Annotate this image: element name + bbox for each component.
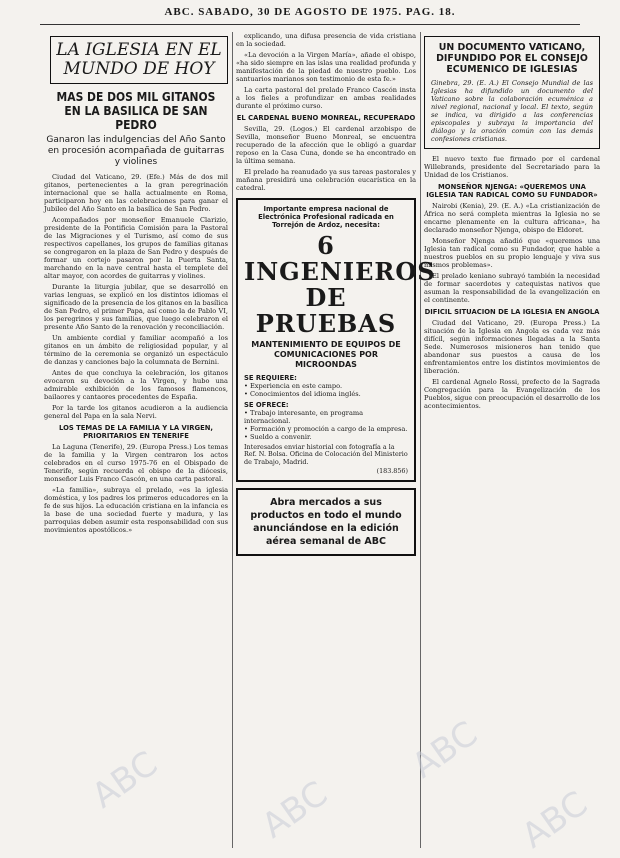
paragraph: La Laguna (Tenerife), 29. (Europa Press.) Los temas de la familia y la Virgen centraron los actos celebrados en el curso 1975-76 en el Obispado de Tenerife, según recuerda el obispo de la diócesis, monseñor Luis Franco Cascón, en una carta pastoral. bbox=[44, 443, 228, 483]
column-left bbox=[44, 32, 228, 848]
watermark-text: ABC bbox=[514, 783, 595, 857]
paragraph: El prelado ha reanudado ya sus tareas pastorales y mañana presidirá una celebración eucarística en la catedral. bbox=[236, 168, 416, 192]
paragraph: Antes de que concluya la celebración, los gitanos evocaron su devoción a la Virgen, y hubo una admirable exhibición de los famosos flamencos, bailaores y cantaores procedentes de España. bbox=[44, 369, 228, 401]
column-divider bbox=[420, 32, 421, 848]
paragraph: Monseñor Njenga añadió que «queremos una Iglesia tan radical como su Fundador, que hable a nuestros pueblos en su propio lenguaje y viva sus mismos problemas». bbox=[424, 237, 600, 269]
paragraph: Acompañados por monseñor Emanuele Clarizio, presidente de la Pontificia Comisión para la Pastoral de las Migraciones y el Turismo, así como de sus respectivos capellanes, los grupos de familias gitanas se congregaron en la plaza de San Pedro y después de formar un cortejo pasaron por la Puerta Santa, marchando en la nave central hasta el templete del altar mayor, con acordes de guitarras y violines. bbox=[44, 216, 228, 280]
ad-intro: Importante empresa nacional de Electrónica Profesional radicada en Torrejón de Ardoz, necesita: bbox=[258, 205, 394, 230]
job-advertisement bbox=[236, 198, 436, 482]
watermark-text: ABC bbox=[84, 743, 165, 817]
article-angola-body bbox=[424, 319, 600, 410]
header-rule bbox=[40, 24, 580, 25]
subhead-angola: DIFICIL SITUACION DE LA IGLESIA EN ANGOLA bbox=[424, 308, 600, 316]
subheadline-gitanos: Ganaron las indulgencias del Año Santo en procesión acompañada de guitarras y violines bbox=[46, 135, 226, 167]
paragraph: «La familia», subraya el prelado, «es la iglesia doméstica, y los padres los primeros educadores en la fe de sus hijos. La educación cristiana en la infancia es la base de una sociedad fuerte y madura, y las parroquias deben asumir esta responsabilidad con sus movimientos apostólicos.» bbox=[44, 486, 228, 534]
ad-requirement: • Conocimientos del idioma inglés. bbox=[244, 389, 361, 398]
column-middle bbox=[236, 32, 436, 848]
ad-offer: • Sueldo a convenir. bbox=[244, 432, 312, 441]
paragraph: El prelado keniano subrayó también la necesidad de formar sacerdotes y catequistas nativos que asuman la responsabilidad de la evangelización en el continente. bbox=[424, 272, 600, 304]
ad-subheadline: MANTENIMIENTO DE EQUIPOS DE COMUNICACIONES POR MICROONDAS bbox=[251, 339, 401, 369]
vatican-body: Ginebra, 29. (E. A.) El Consejo Mundial de las Iglesias ha difundido un documento del Vaticano sobre la colaboración ecuménica a nivel regional, nacional y local. El texto, según se indica, va dirigido a las conferencias episcopales y subraya la importancia del diálogo y la oración común con las demás confesiones cristianas. bbox=[431, 79, 593, 143]
vatican-headline: UN DOCUMENTO VATICANO, DIFUNDIDO POR EL CONSEJO ECUMENICO DE IGLESIAS bbox=[436, 42, 588, 75]
page-header: ABC. SABADO, 30 DE AGOSTO DE 1975. PAG. 18. bbox=[164, 6, 456, 18]
paragraph: Por la tarde los gitanos acudieron a la audiencia general del Papa en la sala Nervi. bbox=[44, 404, 228, 420]
headline-gitanos: MAS DE DOS MIL GITANOS EN LA BASILICA DE SAN PEDRO bbox=[56, 89, 216, 132]
vatican-document-box bbox=[424, 36, 600, 149]
column-divider bbox=[232, 32, 233, 848]
ad-offer: • Trabajo interesante, en programa internacional. bbox=[244, 408, 364, 425]
ad-headline: 6 INGENIEROS DE PRUEBAS bbox=[244, 230, 436, 338]
column-right bbox=[424, 32, 600, 848]
abc-promo-ad: Abra mercados a sus productos en todo el mundo anunciándose en la edición aérea semanal de ABC bbox=[236, 488, 416, 556]
paragraph: Un ambiente cordial y familiar acompañó a los gitanos en un ámbito de religiosidad popular, y al término de la ceremonia se organizó un espectáculo de danzas y canciones bajo la columnata de Bernini. bbox=[44, 334, 228, 366]
paragraph: Ciudad del Vaticano, 29. (Europa Press.) La situación de la Iglesia en Angola es cada vez más difícil, según informaciones llegadas a la Santa Sede. Numerosos misioneros han tenido que abandonar sus puestos a causa de los enfrentamientos entre los distintos movimientos de liberación. bbox=[424, 319, 600, 375]
article-tenerife-body bbox=[44, 443, 228, 534]
paragraph: El cardenal Agnelo Rossi, prefecto de la Sagrada Congregación para la Evangelización de los Pueblos, sigue con preocupación el desarrollo de los acontecimientos. bbox=[424, 378, 600, 410]
subhead-cardenal: EL CARDENAL BUENO MONREAL, RECUPERADO bbox=[236, 114, 416, 122]
ad-code: (183.856) bbox=[376, 467, 408, 475]
paragraph: La carta pastoral del prelado Franco Cascón insta a los fieles a profundizar en ambas realidades durante el próximo curso. bbox=[236, 86, 416, 110]
subhead-njenga: MONSEÑOR NJENGA: «QUEREMOS UNA IGLESIA TAN RADICAL COMO SU FUNDADOR» bbox=[426, 183, 598, 199]
paragraph: explicando, una difusa presencia de vida cristiana en la sociedad. bbox=[236, 32, 416, 48]
article-gitanos-body bbox=[44, 173, 228, 420]
paragraph: Nairobi (Kenia), 29. (E. A.) «La cristianización de África no será completa mientras la Iglesia no se encarne plenamente en la cultura africana», ha declarado monseñor Njenga, obispo de Eldoret. bbox=[424, 202, 600, 234]
watermark-text: ABC bbox=[254, 773, 335, 847]
watermark-text: ABC bbox=[404, 713, 485, 787]
article-njenga-body bbox=[424, 202, 600, 304]
ad-footer: Interesados enviar historial con fotografía a la Ref. N. Bolsa. Oficina de Colocación del Ministerio de Trabajo, Madrid. bbox=[244, 442, 408, 467]
paragraph: «La devoción a la Virgen María», añade el obispo, «ha sido siempre en las islas una realidad profunda y manifestación de la piedad de nuestro pueblo. Los santuarios marianos son testimonio de esta fe.» bbox=[236, 51, 416, 83]
ad-offer-label: SE OFRECE: bbox=[244, 400, 289, 409]
article-cardenal-body bbox=[236, 125, 416, 192]
vatican-tail: El nuevo texto fue firmado por el cardenal Willebrands, presidente del Secretariado para la Unidad de los Cristianos. bbox=[424, 155, 600, 179]
subhead-tenerife: LOS TEMAS DE LA FAMILIA Y LA VIRGEN, PRIORITARIOS EN TENERIFE bbox=[59, 424, 213, 440]
paragraph: Sevilla, 29. (Logos.) El cardenal arzobispo de Sevilla, monseñor Bueno Monreal, se encuentra recuperado de la afección que le obligó a guardar reposo en la Casa Cuna, donde se ha encontrado en la última semana. bbox=[236, 125, 416, 165]
section-title-box: LA IGLESIA EN EL MUNDO DE HOY bbox=[50, 36, 228, 84]
paragraph: Ciudad del Vaticano, 29. (Efe.) Más de dos mil gitanos, pertenecientes a la gran peregrinación internacional que se halla actualmente en Roma, participaron hoy en las celebraciones para ganar el Jubileo del Año Santo en la basílica de San Pedro. bbox=[44, 173, 228, 213]
ad-offer: • Formación y promoción a cargo de la empresa. bbox=[244, 424, 408, 433]
article-tenerife-continued bbox=[236, 32, 416, 110]
paragraph: Durante la liturgia jubilar, que se desarrolló en varias lenguas, se explicó en los distintos idiomas el significado de la presencia de los gitanos en la basílica de San Pedro, el primer Papa, así como la de Pablo VI, los peregrinos y sus familias, que luego celebraron el presente Año Santo de la renovación y reconciliación. bbox=[44, 283, 228, 331]
ad-requirement: • Experiencia en este campo. bbox=[244, 381, 343, 390]
ad-requirements-label: SE REQUIERE: bbox=[244, 373, 297, 382]
